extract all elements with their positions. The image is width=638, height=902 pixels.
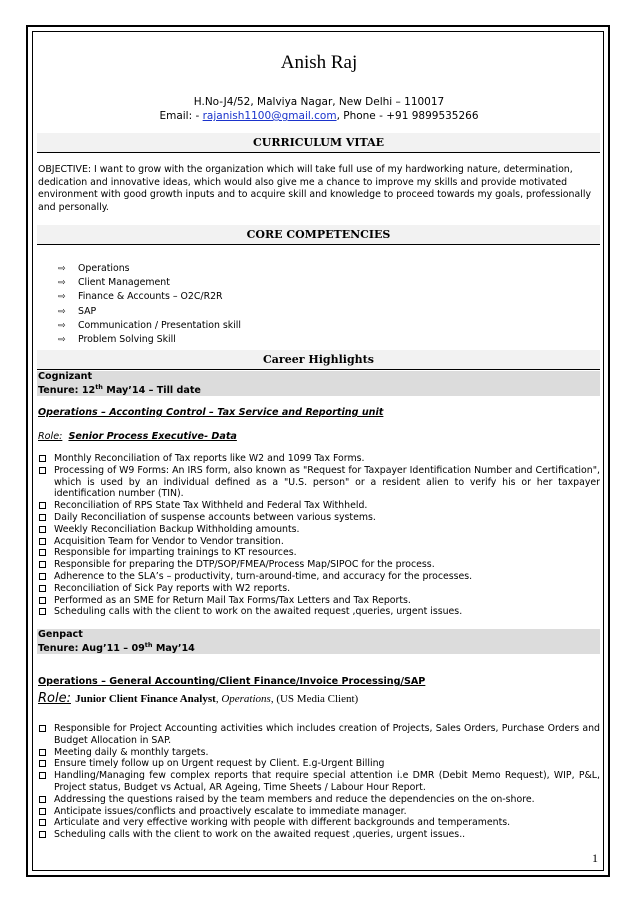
duties-list bbox=[38, 723, 600, 841]
list-item: Scheduling calls with the client to work on the awaited request ,queries, urgent issues.. bbox=[38, 829, 600, 841]
checkbox-bullet-icon bbox=[39, 573, 46, 580]
list-item: ⇨ Finance & Accounts – O2C/R2R bbox=[58, 290, 241, 304]
list-item: Reconciliation of Sick Pay reports with W2 reports. bbox=[38, 583, 600, 595]
address: H.No-J4/52, Malviya Nagar, New Delhi – 110017 bbox=[193, 96, 445, 108]
department: Operations – General Accounting/Client Finance/Invoice Processing/SAP bbox=[38, 676, 426, 687]
contact-line bbox=[0, 110, 638, 122]
list-item: ⇨ Problem Solving Skill bbox=[58, 333, 241, 347]
arrow-icon: ⇨ bbox=[58, 335, 66, 346]
checkbox-bullet-icon bbox=[39, 808, 46, 815]
list-item: Addressing the questions raised by the team members and reduce the dependencies on the on-shore. bbox=[38, 794, 600, 806]
checkbox-bullet-icon bbox=[39, 749, 46, 756]
list-item: Reconciliation of RPS State Tax Withheld and Federal Tax Withheld. bbox=[38, 500, 600, 512]
checkbox-bullet-icon bbox=[39, 772, 46, 779]
list-item: Scheduling calls with the client to work on the awaited request ,queries, urgent issues. bbox=[38, 606, 600, 618]
list-item: Adherence to the SLA’s – productivity, turn-around-time, and accuracy for the processes. bbox=[38, 571, 600, 583]
role-client: , (US Media Client) bbox=[270, 693, 359, 705]
list-item: Monthly Reconciliation of Tax reports like W2 and 1099 Tax Forms. bbox=[38, 453, 600, 465]
email-link[interactable]: rajanish1100@gmail.com bbox=[202, 110, 337, 122]
role-line: Role: Senior Process Executive- Data bbox=[38, 431, 237, 442]
section-heading-core: CORE COMPETENCIES bbox=[37, 225, 600, 245]
arrow-icon: ⇨ bbox=[58, 306, 66, 317]
arrow-icon: ⇨ bbox=[58, 320, 66, 331]
checkbox-bullet-icon bbox=[39, 455, 46, 462]
list-item: Anticipate issues/conflicts and proactively escalate to immediate manager. bbox=[38, 806, 600, 818]
list-item: Responsible for preparing the DTP/SOP/FMEA/Process Map/SIPOC for the process. bbox=[38, 559, 600, 571]
checkbox-bullet-icon bbox=[39, 538, 46, 545]
checkbox-bullet-icon bbox=[39, 514, 46, 521]
list-item: ⇨ Operations bbox=[58, 262, 241, 276]
checkbox-bullet-icon bbox=[39, 526, 46, 533]
list-item: Performed as an SME for Return Mail Tax Forms/Tax Letters and Tax Reports. bbox=[38, 595, 600, 607]
phone: , Phone - +91 9899535266 bbox=[336, 110, 479, 122]
list-item: ⇨ Communication / Presentation skill bbox=[58, 319, 241, 333]
list-item: Ensure timely follow up on Urgent request by Client. E.g-Urgent Billing bbox=[38, 758, 600, 770]
arrow-icon: ⇨ bbox=[58, 278, 66, 289]
list-item: Weekly Reconciliation Backup Withholding amounts. bbox=[38, 524, 600, 536]
list-item: ⇨ SAP bbox=[58, 305, 241, 319]
page-number: 1 bbox=[592, 851, 598, 865]
arrow-icon: ⇨ bbox=[58, 264, 66, 274]
tenure: Tenure: Aug’11 – 09th May’14 bbox=[38, 641, 195, 655]
role-title: Junior Client Finance Analyst bbox=[75, 693, 216, 705]
section-heading-career: Career Highlights bbox=[37, 350, 600, 370]
objective-paragraph: OBJECTIVE: I want to grow with the organization which will take full use of my hardworking nature, determination, dedication and innovative ideas, which would also give me a chance to improve my skills and provide motivated environment with good growth inputs and to acquire skill and knowledge to proceed towards my goals, professionally and personally. bbox=[38, 164, 591, 213]
checkbox-bullet-icon bbox=[39, 467, 46, 474]
list-item: Acquisition Team for Vendor to Vendor transition. bbox=[38, 536, 600, 548]
role-line: Role: Junior Client Finance Analyst, Operations, (US Media Client) bbox=[38, 691, 359, 706]
list-item: Meeting daily & monthly targets. bbox=[38, 747, 600, 759]
list-item: Responsible for imparting trainings to KT resources. bbox=[38, 547, 600, 559]
checkbox-bullet-icon bbox=[39, 549, 46, 556]
checkbox-bullet-icon bbox=[39, 725, 46, 732]
list-item: Responsible for Project Accounting activities which includes creation of Projects, Sales Orders, Purchase Orders and Budget Allocation in SAP. bbox=[38, 723, 600, 747]
arrow-icon: ⇨ bbox=[58, 292, 66, 303]
checkbox-bullet-icon bbox=[39, 608, 46, 615]
checkbox-bullet-icon bbox=[39, 819, 46, 826]
company-name: Genpact bbox=[38, 629, 83, 640]
section-heading-cv: CURRICULUM VITAE bbox=[37, 133, 600, 153]
department: Operations – Acconting Control – Tax Service and Reporting unit bbox=[38, 407, 384, 418]
checkbox-bullet-icon bbox=[39, 585, 46, 592]
email-label: Email: - bbox=[159, 110, 203, 122]
list-item: Handling/Managing few complex reports that require special attention i.e DMR (Debit Memo Request), WIP, P&L, Project status, Budget vs Actual, AR Ageing, Time Sheets / Labour Hour Report. bbox=[38, 770, 600, 794]
company-name: Cognizant bbox=[38, 371, 93, 382]
list-item: Articulate and very effective working with people with different backgrounds and temperaments. bbox=[38, 817, 600, 829]
checkbox-bullet-icon bbox=[39, 561, 46, 568]
list-item: Daily Reconciliation of suspense accounts between various systems. bbox=[38, 512, 600, 524]
role-area: Operations bbox=[221, 693, 271, 705]
checkbox-bullet-icon bbox=[39, 502, 46, 509]
tenure: Tenure: 12th May’14 – Till date bbox=[38, 383, 201, 397]
checkbox-bullet-icon bbox=[39, 796, 46, 803]
competencies-list bbox=[58, 262, 241, 347]
candidate-name: Anish Raj bbox=[280, 52, 358, 73]
list-item: Processing of W9 Forms: An IRS form, also known as "Request for Taxpayer Identification Number and Certification", which is used by an individual defined as a "U.S. person" or a resident alien to verify his or her taxpayer identification number (TIN). bbox=[38, 465, 600, 500]
duties-list bbox=[38, 453, 600, 618]
role-title: Senior Process Executive- Data bbox=[68, 431, 237, 442]
list-item: ⇨ Client Management bbox=[58, 276, 241, 290]
checkbox-bullet-icon bbox=[39, 831, 46, 838]
checkbox-bullet-icon bbox=[39, 760, 46, 767]
checkbox-bullet-icon bbox=[39, 597, 46, 604]
